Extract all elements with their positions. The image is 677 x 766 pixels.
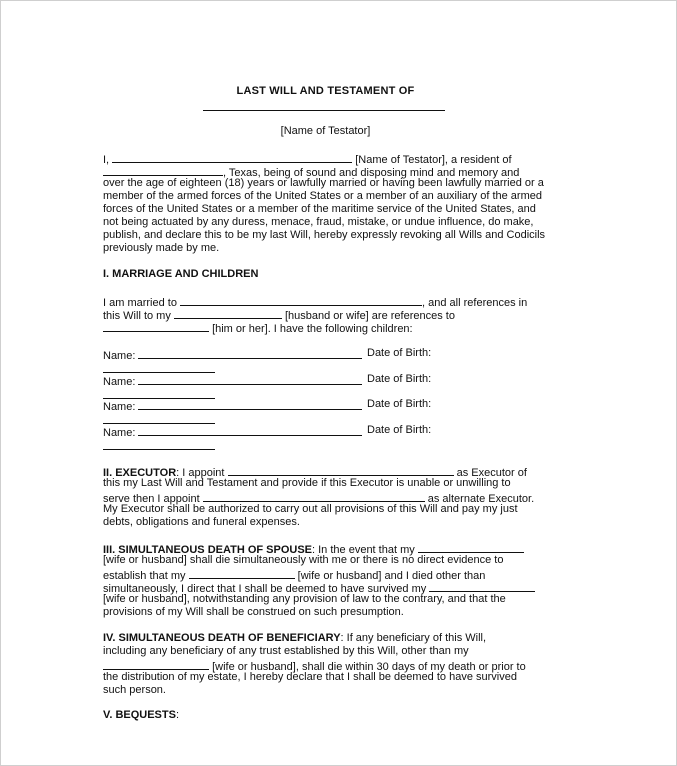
- testator-name-line: [203, 110, 445, 111]
- child-entry: Name: Date of Birth:: [103, 424, 548, 450]
- section-heading: III. SIMULTANEOUS DEATH OF SPOUSE: [103, 544, 313, 556]
- testator-name-caption: [Name of Testator]: [280, 125, 371, 137]
- marriage-paragraph: I am married to , and all references in this Will to my [husband or wife] are references to [him or her]. I have the following children:: [103, 294, 548, 333]
- child-entry: Name: Date of Birth:: [103, 373, 548, 399]
- document-title: LAST WILL AND TESTAMENT OF: [236, 85, 415, 97]
- section-marriage: [103, 268, 548, 281]
- section-bequests: V. BEQUESTS:: [103, 709, 180, 721]
- blank-line: [103, 320, 209, 332]
- section-spouse-death: III. SIMULTANEOUS DEATH OF SPOUSE: In the event that my [wife or husband] shall die simultaneously with me or there is no direct evidence to establish that my [wife or husband] and I died other than simultaneously, I direct that I shall be deemed to have survived my [wife or husband], notwithstanding any provision of law to the contrary, and that the provisions of my Will shall be construed on such presumption.: [103, 541, 548, 619]
- blank-line: [138, 347, 362, 359]
- blank-line: [189, 567, 295, 579]
- blank-line: [103, 164, 223, 176]
- section-executor: II. EXECUTOR: I appoint as Executor of this my Last Will and Testament and provide if this Executor is unable or unwilling to serve then I appoint as alternate Executor. My Executor shall be authorized to carry out all provisions of this Will and pay my just debts, obligations and funeral expenses.: [103, 464, 548, 529]
- intro-paragraph: I, [Name of Testator], a resident of , Texas, being of sound and disposing mind and memory and over the age of eighteen (18) years or lawfully married or having been lawfully married or a member of the armed forces of the United States or a member of an auxiliary of the armed forces of the United States or a member of the maritime service of the United States, and not being actuated by any duress, menace, fraud, mistake, or undue influence, do make, publish, and declare this to be my last Will, hereby expressly revoking all Wills and Codicils previously made by me.: [103, 151, 548, 255]
- section-heading: IV. SIMULTANEOUS DEATH OF BENEFICIARY: [103, 632, 341, 644]
- blank-line: [429, 580, 535, 592]
- blank-line: [138, 398, 362, 410]
- blank-line: [103, 658, 209, 670]
- intro-body: over the age of eighteen (18) years or lawfully married or having been lawfully married or a member of the armed forces of the United States or a member of an auxiliary of the armed forces of the United States or a member of the maritime service of the United States, and not being actuated by any duress, menace, fraud, mistake, or undue influence, do make, publish, and declare this to be my last Will, hereby expressly revoking all Wills and Codicils previously made by me.: [103, 177, 546, 254]
- blank-line: [228, 464, 454, 476]
- blank-line: [174, 307, 282, 319]
- blank-line: [138, 424, 362, 436]
- blank-line: [138, 373, 362, 385]
- blank-line: [180, 294, 422, 306]
- section-heading: I. MARRIAGE AND CHILDREN: [103, 268, 259, 280]
- section-heading: V. BEQUESTS: [103, 709, 176, 721]
- blank-line: [112, 151, 352, 163]
- child-entry: Name: Date of Birth:: [103, 347, 548, 373]
- child-entry: Name: Date of Birth:: [103, 398, 548, 424]
- blank-line: [418, 541, 524, 553]
- section-beneficiary-death: IV. SIMULTANEOUS DEATH OF BENEFICIARY: If any beneficiary of this Will, including any beneficiary of any trust established by this Will, other than my [wife or husband], shall die within 30 days of my death or prior to the distribution of my estate, I hereby declare that I shall be deemed to have survived such person.: [103, 632, 526, 696]
- section-heading: II. EXECUTOR: [103, 467, 177, 479]
- blank-line: [203, 490, 425, 502]
